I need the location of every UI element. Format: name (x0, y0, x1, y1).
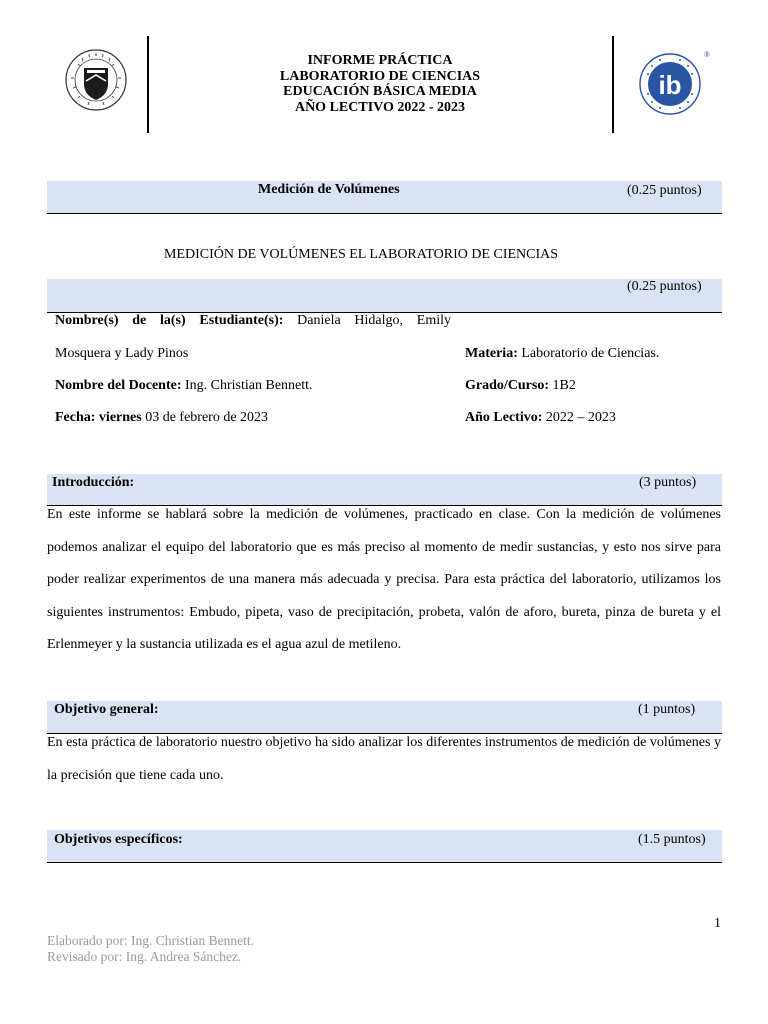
header-line-3: EDUCACIÓN BÁSICA MEDIA (283, 84, 477, 99)
students-line (55, 313, 451, 329)
year-value: 2022 – 2023 (545, 410, 616, 425)
header-line-1: INFORME PRÁCTICA (307, 53, 453, 68)
grade-line (465, 378, 576, 394)
students-value-2: Mosquera y Lady Pinos (55, 346, 189, 361)
introduccion-text: En este informe se hablará sobre la medición de volúmenes, practicado en clase. Con la medición de volúmenes podemos analizar el equipo del laboratorio que es más preciso al momento de medir sustancias, y esto nos sirve para poder realizar experimentos de una manera más adecuada y precisa. Para esta práctica del laboratorio, utilizamos los siguientes instrumentos: Embudo, pipeta, vaso de precipitación, probeta, valón de aforo, bureta, pinza de bureta y el Erlenmeyer y la sustancia utilizada es el agua azul de metileno. (47, 507, 721, 652)
section-title-objetivos-especificos: Objetivos específicos: (54, 832, 183, 847)
section-points-medicion: (0.25 puntos) (627, 183, 702, 198)
section-title-introduccion: Introducción: (52, 475, 135, 490)
header-line-4: AÑO LECTIVO 2022 - 2023 (294, 99, 466, 115)
section-title-objetivo-general: Objetivo general: (54, 702, 159, 717)
grade-label: Grado/Curso: (465, 378, 549, 393)
section-points-objetivos-especificos: (1.5 puntos) (638, 832, 706, 847)
section-points-objetivo-general: (1 puntos) (638, 702, 696, 717)
subtitle-points: (0.25 puntos) (627, 279, 702, 294)
teacher-line (55, 378, 313, 394)
school-crest-logo (64, 48, 128, 112)
registered-mark: ® (704, 50, 711, 59)
year-line (465, 410, 616, 426)
subject-line (465, 346, 659, 362)
svg-text:ib: ib (658, 70, 682, 100)
teacher-value: Ing. Christian Bennett. (185, 378, 313, 393)
header-divider-right (612, 36, 614, 133)
section-rule-medicion (47, 213, 722, 214)
section-points-introduccion: (3 puntos) (639, 475, 697, 490)
page-number: 1 (714, 916, 721, 931)
footer-revisado: Revisado por: Ing. Andrea Sánchez. (47, 949, 242, 964)
report-subtitle: MEDICIÓN DE VOLÚMENES EL LABORATORIO DE CIENCIAS (164, 247, 559, 262)
date-value: 03 de febrero de 2023 (145, 410, 269, 425)
header-divider-left (147, 36, 149, 133)
date-line (55, 410, 268, 426)
students-label: Nombre(s) de la(s) Estudiante(s): (55, 313, 284, 328)
header-line-2: LABORATORIO DE CIENCIAS (279, 68, 481, 84)
subject-label: Materia: (465, 346, 518, 361)
ib-logo (638, 50, 711, 116)
report-header-title (200, 53, 560, 115)
teacher-label: Nombre del Docente: (55, 378, 182, 393)
grade-value: 1B2 (552, 378, 576, 393)
section-rule-objetivos-especificos (47, 862, 722, 863)
subject-value: Laboratorio de Ciencias. (521, 346, 660, 361)
objetivo-general-text: En esta práctica de laboratorio nuestro objetivo ha sido analizar los diferentes instrumentos de medición de volúmenes y la precisión que tiene cada uno. (47, 735, 721, 783)
subtitle-bar (47, 279, 722, 312)
date-label: Fecha: viernes (55, 410, 142, 425)
year-label: Año Lectivo: (465, 410, 543, 425)
footer-elaborado: Elaborado por: Ing. Christian Bennett. (47, 933, 254, 948)
section-title-medicion: Medición de Volúmenes (258, 182, 400, 197)
students-value-1: Daniela Hidalgo, Emily (297, 313, 451, 328)
